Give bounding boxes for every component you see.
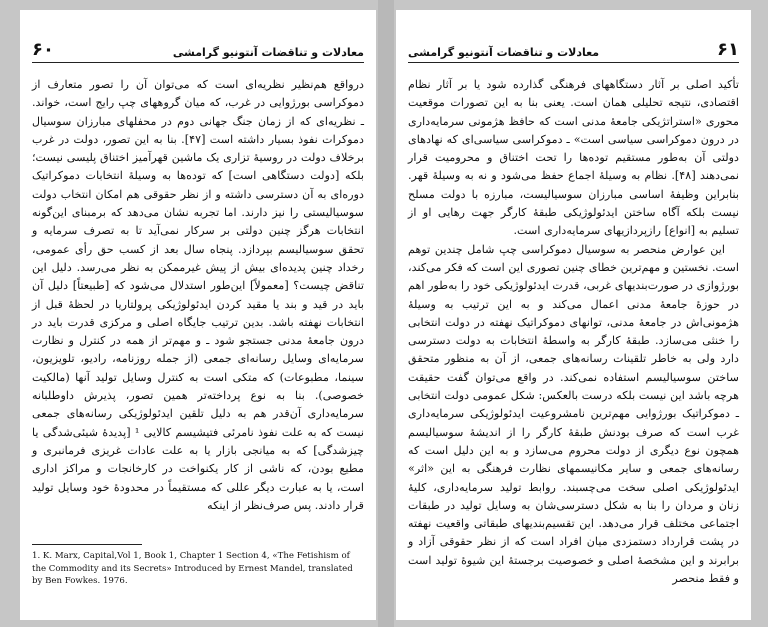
left-page xyxy=(20,10,376,620)
left-page-header xyxy=(32,40,364,63)
footnote-separator xyxy=(32,544,142,545)
right-paragraph-1: تأکید اصلی بر آثار دستگاههای فرهنگی گذارده شود یا بر آثار نظام اقتصادی، نتیجه تحلیلی همان است. یعنی بنا به این تصورات موقعیت محوری «استراتژیکی جامعهٔ مدنی است که حافظ هژمونی سرمایه‌داری در درون دموکراسی سیاسی است» ـ دموکراسی سیاسی‌ای که نهادهای دولتی آن به‌طور مستقیم توده‌ها را تحت اختناق و محرومیت قرار نمی‌دهند [۴۸]. نظام به وسیلهٔ اجماع حفظ می‌شود و نه به وسیلهٔ قهر. بنابراین وظیفهٔ اساسی مبارزان سوسیالیست، مبارزه با دولت مسلح نیست بلکه آگاه ساختن ایدئولوژیکی طبقهٔ کارگر جهت رهایی او از تسلیم به [انواع] رازپردازیهای سرمایه‌داری است. xyxy=(408,78,739,238)
right-page-body xyxy=(408,76,739,588)
right-paragraph-2: این عوارض منحصر به سوسیال دموکراسی چپ شامل چندین توهم است. نخستین و مهم‌ترین خطای چنین تصوری این است که فکر می‌کند، بورژوازی در صورت‌بندیهای غربی، قدرت ایدئولوژیکی خود را به‌طور اهم در حوزهٔ جامعهٔ مدنی اعمال می‌کند و به این ترتیب به وسیلهٔ هژمونی‌اش در جامعهٔ مدنی، توانهای دموکراتیک نهفته در دولت انتخابی را خنثی می‌سازد. طبقهٔ کارگر به واسطهٔ انتخابات به دولت دسترسی دارد ولی به خاطر تلقینات رسانه‌های جمعی، از آن به منظور متحقق ساختن سوسیالیسم استفاده نمی‌کند. در واقع می‌توان گفت حقیقت هرچه باشد این نیست بلکه درست بالعکس: شکل عمومی دولت انتخابی ـ دموکراتیک بورژوایی مهم‌ترین نامشروعیت ایدئولوژیکی سرمایه‌داری غرب است که صرف بودنش طبقهٔ کارگر را از اندیشهٔ سوسیالیسم همچون نوع دیگری از دولت محروم می‌سازد و به این دلیل است که رسانه‌های جمعی و سایر مکانیسمهای نظارت فرهنگی به این «اثر» ایدئولوژیکی اصلی سخت می‌چسبند. روابط تولید سرمایه‌داری، کلیهٔ زنان و مردان را بنا به شکل دسترسی‌شان به وسایل تولید در طبقات اجتماعی مختلف قرار می‌دهد. این تقسیم‌بندیهای طبقاتی واقعیت نهفته در پشت قرارداد دستمزدی میان افراد است که از نظر حقوقی آزاد و برابرند و این مشخصهٔ اصلی و خصوصیت برجستهٔ این شیوهٔ تولید است و فقط منحصر xyxy=(408,242,739,586)
book-gutter xyxy=(378,0,394,627)
right-page-number: ۶۱ xyxy=(717,39,739,60)
left-paragraph-1: درواقع هم‌نظیر نظریه‌ای است که می‌توان آن را تصور متعارف از دموکراسی بورژوایی در غرب، که میان گروههای چپ رایج است، خواند. ـ نظریه‌ای که از زمان جنگ جهانی دوم در محفلهای مبارزان سوسیال دموکرات نفوذ بسیار داشته است [۴۷]. بنا به این تصور، دولت در غرب برخلاف دولت در روسیهٔ تزاری یک ماشین قهرآمیز اختناق پلیسی نیست؛ بلکه [دولت دستگاهی است] که توده‌ها به وسیلهٔ انتخابات دموکراتیک دوره‌ای به آن دسترسی داشته و از نظر حقوقی هم امکان انتخاب دولت سوسیالیستی را نیز دارند. اما تجربه نشان می‌دهد که برمبنای این‌گونه انتخابات هرگز چنین دولتی بر سرکار نمی‌آید تا به تصرف سرمایه و تحقق سوسیالیسم بپردازد. پنجاه سال بعد از کسب حق رأی عمومی، رخداد چنین پدیده‌ای بیش از پیش غیرممکن به نظر می‌رسد. دلیل این تناقض چیست؟ [معمولاً] این‌طور استدلال می‌شود که [طبیعتاً] دلیل آن باید در قید و بند یا مقید کردن ایدئولوژیکی پرولتاریا در لحظهٔ قبل از انتخابات نهفته باشد. بدین ترتیب جایگاه اصلی و مرکزی قدرت باید در درون جامعهٔ مدنی جستجو شود ـ و مهم‌تر از همه در کنترل و نظارت سرمایه‌ای وسایل رسانه‌ای جمعی (از جمله روزنامه، رادیو، تلویزیون، سینما، مطبوعات) که متکی است به کنترل وسایل تولید آنها (مالکیت خصوصی). بنا به نوع پرداخته‌تر همین تصور، پذیرش داوطلبانه سرمایه‌داری آن‌قدر هم به دلیل تلقین ایدئولوژیکی رسانه‌های جمعی نیست که به علت نفوذ نامرئی فتیشیسم کالایی ¹ [پدیدهٔ شیئی‌شدگی یا چیزشدگی] که به میانجی بازار یا به علت عادات غریزی فرمانبری و مطیع بودن، که ناشی از کار یکنواخت در کارخانجات و مراکز اداری است، یا به عبارت دیگر عللی که مستقیماً در محدودهٔ خود وسایل تولید قرار دادند. پس صرف‌نظر از اینکه xyxy=(32,78,364,512)
right-page xyxy=(396,10,751,620)
right-page-header xyxy=(408,40,739,63)
left-footnote: 1. K. Marx, Capital,Vol 1, Book 1, Chapter 1 Section 4, «The Fetishism of the Commodity and its Secrets» Introduced by Ernest Mandel, translated by Ben Fowkes. 1976. xyxy=(32,551,353,586)
left-running-title: معادلات و تناقضات آنتونیو گرامشی xyxy=(172,46,364,59)
right-running-title: معادلات و تناقضات آنتونیو گرامشی xyxy=(408,46,600,59)
left-page-body xyxy=(32,76,364,515)
left-page-number: ۶۰ xyxy=(32,39,54,60)
